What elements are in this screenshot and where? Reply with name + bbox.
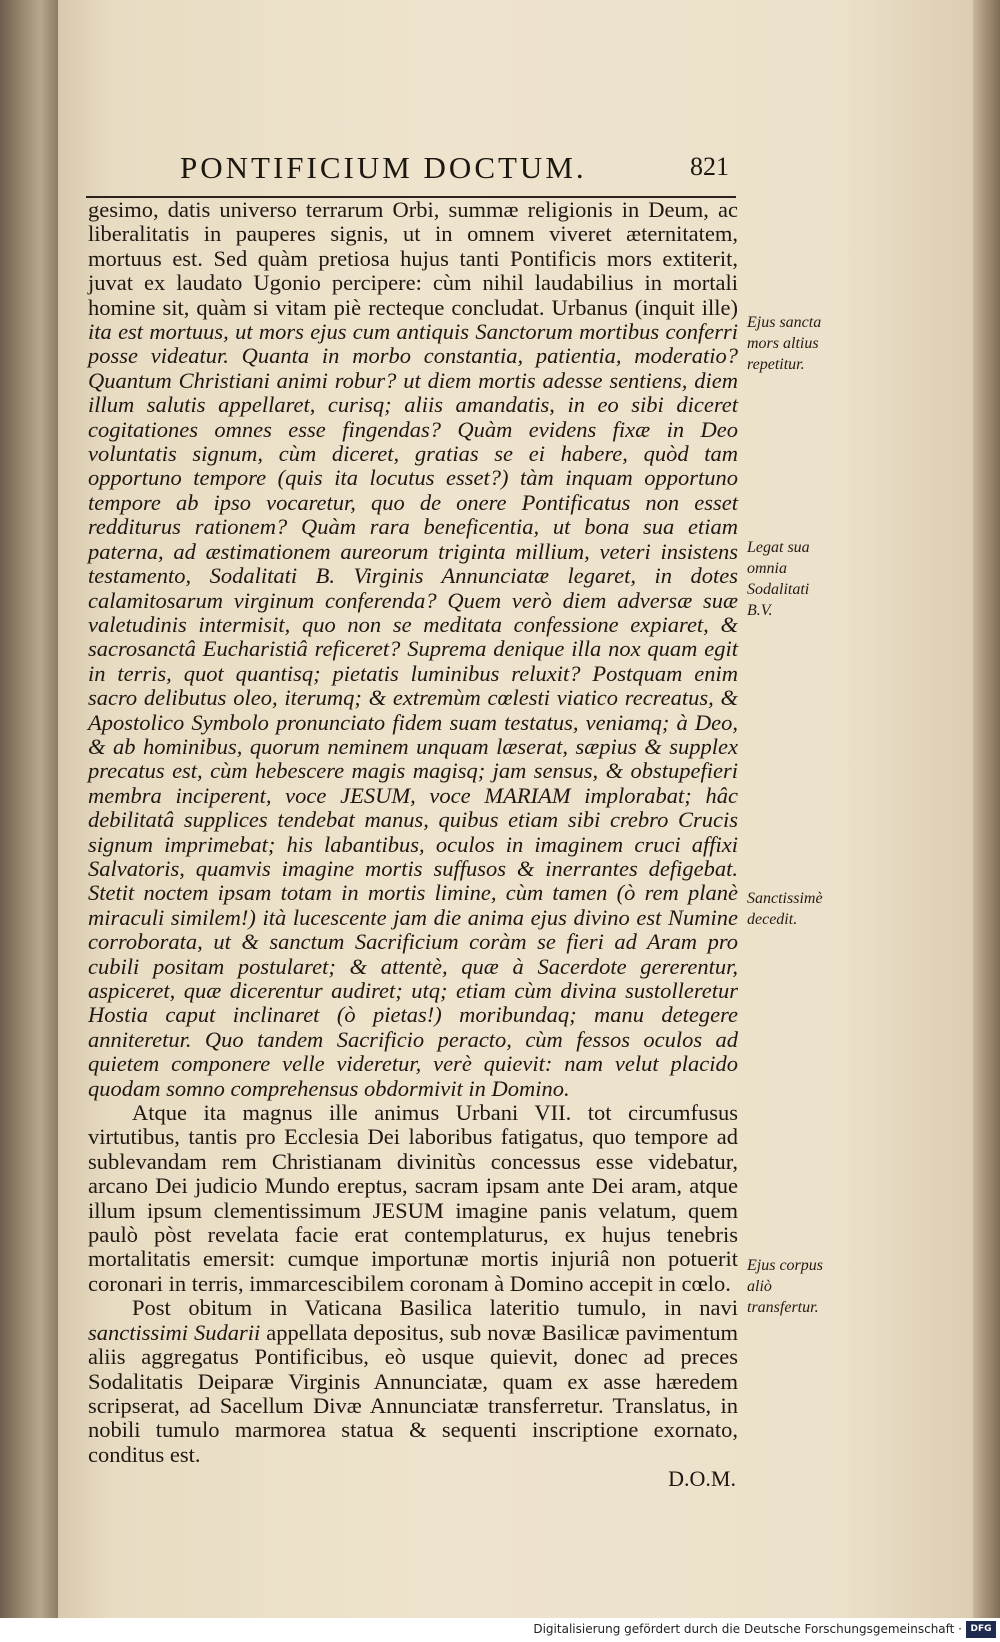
dedication-abbrev: D.O.M. bbox=[668, 1466, 736, 1492]
paragraph-3-italic: sanctissimi Sudarii bbox=[88, 1319, 261, 1345]
paragraph-2: Atque ita magnus ille animus Urbani VII. tot circumfusus virtutibus, tantis pro Ecclesia Dei laboribus fatigatus, quo tempore ad sublevandam rem Christianam divinitùs concessus esse videbatur, arcano Dei judicio Mundo ereptus, sacram ipsam ante Dei aram, atque illum ipsum clementissimum JESUM imagine panis velatum, quem paulò pòst revelata facie erat contemplaturus, ex hujus tenebris mortalitatis emersit: cumque importunæ mortis injuriâ non potuerit coronari in terris, immarcescibilem coronam à Domino accepit in cœlo. bbox=[88, 1100, 738, 1296]
adjacent-page-edge bbox=[0, 0, 58, 1642]
paragraph-3-end: appellata depositus, sub novæ Basilicæ pavimentum aliis aggregatus Pontificibus, eò usque quievit, donec ad preces Sodalitatis Deiparæ Virginis Annunciatæ, quam ex asse hæredem scripserat, ad Sacellum Divæ Annunciatæ transferretur. Translatus, in nobili tumulo marmorea statua & sequenti inscriptione exornato, conditus est. bbox=[88, 1319, 738, 1467]
margin-note-2: Legat sua omnia Sodalitati B.V. bbox=[747, 539, 810, 619]
margin-note-1: Ejus sancta mors altius repetitur. bbox=[747, 314, 822, 373]
paragraph-1-roman: gesimo, datis universo terrarum Orbi, summæ religionis in Deum, ac liberalitatis in pauperes signis, ut in omnem viveret æternitatem, mortuus est. Sed quàm pretiosa hujus tanti Pontificis mors extiterit, juvat ex laudato Ugonio percipere: cùm nihil laudabilius in mortali homine sit, quàm si vitam piè recteque concludat. Urbanus (inquit ille) bbox=[88, 197, 738, 320]
paragraph-3-start: Post obitum in Vaticana Basilica lateritio tumulo, in navi bbox=[132, 1295, 738, 1321]
footer-credit: Digitalisierung gefördert durch die Deutsche Forschungsgemeinschaft · bbox=[533, 1622, 962, 1636]
page-fore-edge bbox=[973, 0, 1000, 1618]
footer-bar bbox=[0, 1618, 1000, 1642]
page-number: 821 bbox=[690, 152, 729, 181]
paragraph-1 bbox=[88, 198, 738, 1101]
main-text-column bbox=[88, 198, 738, 1491]
dfg-logo-icon: DFG bbox=[966, 1621, 996, 1638]
paragraph-1-quotation: ita est mortuus, ut mors ejus cum antiquis Sanctorum mortibus conferri posse videatur. Quanta in morbo constantia, patientia, moderatio? Quantum Christiani animi robur? ut diem mortis adesse sentiens, diem illum salutis appellaret, curisq; aliis amandatis, in eo sibi diceret cogitationes omnes esse fingendas? Quàm evidens fixæ in Deo voluntatis signum, cùm diceret, gratias se ei habere, quòd tam opportuno tempore (quis ita locutus esset?) tàm inquam opportuno tempore ab ipso vocaretur, quo de onere Pontificatus non esset redditurus rationem? Quàm rara beneficentia, ut bona sua etiam paterna, ad æstimationem aureorum triginta millium, veteri insistens testamento, Sodalitati B. Virginis Annunciatæ legaret, in dotes calamitosarum virginum conferenda? Quem verò diem adversæ suæ valetudinis intermisit, quo non se meditata confessione expiaret, & sacrosanctâ Eucharistiâ reficeret? Suprema denique illa nox quam egit in terris, quot quantisq; pietatis luminibus reluxit? Postquam enim sacro delibutus oleo, iterumq; & extremùm cœlesti viatico recreatus, & Apostolico Symbolo pronunciato fidem suam testatus, veniamq; à Deo, & ab hominibus, quorum neminem unquam læserat, sæpius & supplex precatus est, cùm hebescere magis magisq; jam sensus, & obstupefieri membra inciperent, voce JESUM, voce MARIAM implorabat; hâc debilitatâ supplices tendebat manus, quibus etiam sibi crebro Crucis signum imprimebat; his labantibus, oculos in imaginem cruci affixi Salvatoris, quamvis imagine mortis suffusos & inerrantes defigebat. Stetit noctem ipsam totam in mortis limine, cùm tamen (ò rem planè miraculi similem!) ità lucescente jam die anima ejus divino est Numine corroborata, ut & sanctum Sacrificium coràm se fieri ad Aram pro cubili positam postularet; & attentè, quæ à Sacerdote gererentur, aspiceret, quæ dicerentur audiret; utq; etiam cùm divina sustolleretur Hostia caput inclinaret (ò pietas!) moribundaq; manu detegere anniteretur. Quo tandem Sacrificio peracto, cùm fessos oculos ad quietem componere velle videretur, verè quievit: nam velut placido quodam somno comprehensus obdormivit in Domino. bbox=[88, 319, 738, 1101]
margin-note-3: Sanctissimè decedit. bbox=[747, 890, 823, 928]
margin-note-4: Ejus corpus aliò transfertur. bbox=[747, 1257, 823, 1316]
running-head: PONTIFICIUM DOCTUM. bbox=[180, 150, 587, 185]
paragraph-3 bbox=[88, 1296, 738, 1467]
